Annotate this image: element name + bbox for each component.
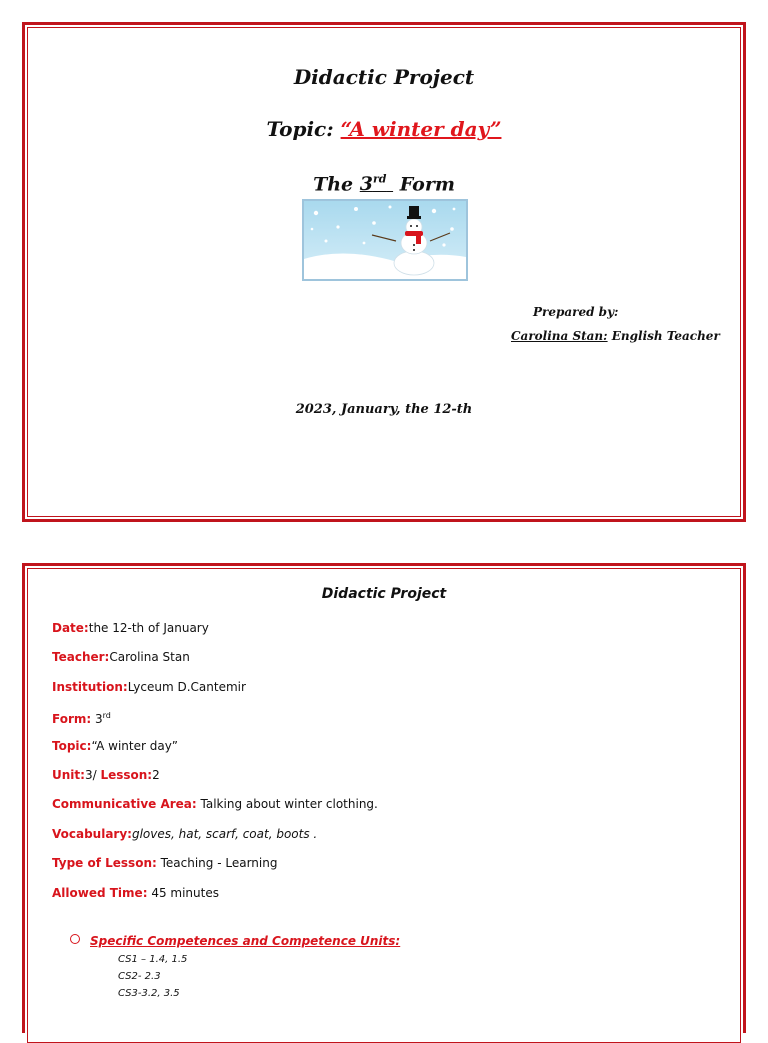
plan-row-date: Date:the 12-th of January	[52, 621, 209, 635]
author-line	[511, 329, 720, 343]
competence-item: CS3-3.2, 3.5	[118, 988, 180, 999]
author-name: Carolina Stan:	[511, 329, 608, 343]
cover-topic	[25, 117, 743, 141]
form-suffix: Form	[393, 173, 455, 196]
plan-title: Didactic Project	[321, 586, 447, 602]
plan-row-institution: Institution:Lyceum D.Cantemir	[52, 679, 246, 694]
cover-date: 2023, January, the 12-th	[295, 402, 473, 417]
prepared-by-label: Prepared by:	[533, 305, 619, 319]
plan-row-unit: Unit:3/ Lesson:2	[52, 767, 160, 782]
author-role: English Teacher	[607, 329, 720, 343]
plan-row-vocabulary: Vocabulary:gloves, hat, scarf, coat, boots .	[52, 826, 318, 841]
topic-value: “A winter day”	[340, 117, 502, 141]
topic-label: Topic:	[266, 117, 341, 141]
competence-item: CS1 – 1.4, 1.5	[118, 954, 188, 965]
plan-row-allowed-time: Allowed Time: 45 minutes	[52, 885, 219, 900]
plan-row-lesson-type: Type of Lesson: Teaching - Learning	[52, 856, 278, 871]
form-number: 3rd	[359, 173, 387, 196]
competences-heading: Specific Competences and Competence Units:	[70, 934, 400, 948]
plan-row-form: Form: 3rd	[52, 711, 111, 727]
cover-form	[25, 173, 743, 195]
snowman-picture	[302, 199, 468, 281]
circle-bullet-icon	[70, 934, 80, 944]
plan-details	[52, 620, 378, 914]
plan-row-teacher: Teacher:Carolina Stan	[52, 650, 190, 665]
cover-title: Didactic Project	[293, 65, 475, 89]
cover-page	[22, 22, 746, 522]
plan-row-communicative-area: Communicative Area: Talking about winter clothing.	[52, 797, 378, 812]
form-prefix: The	[313, 173, 360, 196]
competence-item: CS2- 2.3	[118, 971, 161, 982]
plan-row-topic: Topic:“A winter day”	[52, 738, 179, 753]
lesson-plan-page	[22, 563, 746, 1033]
